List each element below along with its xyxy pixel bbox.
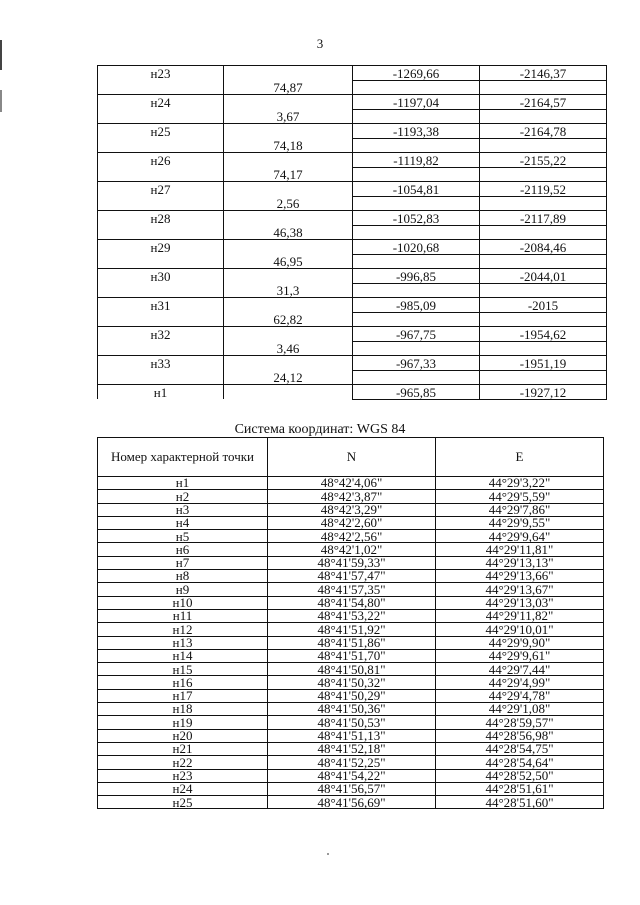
latitude-cell: 48°42'1,02": [268, 543, 436, 556]
distance-cell: 3,67: [224, 109, 353, 124]
y-cell: -2155,22: [480, 153, 607, 168]
table-row: [98, 385, 607, 400]
table-row: [98, 742, 604, 755]
wgs84-coordinates-table: [97, 437, 604, 809]
x-cell: -1193,38: [353, 124, 480, 139]
distance-cell: [224, 385, 353, 400]
point-cell: [98, 138, 224, 153]
y-cell: -1927,12: [480, 385, 607, 400]
point-cell: н17: [98, 689, 268, 702]
latitude-cell: 48°41'51,86": [268, 636, 436, 649]
longitude-cell: 44°28'52,50": [436, 769, 604, 782]
coordinate-system-caption: Система координат: WGS 84: [234, 422, 406, 437]
table-row: [98, 254, 607, 269]
y-cell: [480, 283, 607, 298]
x-cell: -967,75: [353, 327, 480, 342]
x-cell: -985,09: [353, 298, 480, 313]
longitude-cell: 44°29'13,66": [436, 570, 604, 583]
point-cell: [98, 254, 224, 269]
distance-cell: 2,56: [224, 196, 353, 211]
point-cell: н6: [98, 543, 268, 556]
point-cell: н15: [98, 663, 268, 676]
point-cell: н2: [98, 490, 268, 503]
table-row: [98, 796, 604, 809]
table-header-row: [98, 438, 604, 477]
y-cell: -2164,78: [480, 124, 607, 139]
y-cell: -2117,89: [480, 211, 607, 226]
longitude-cell: 44°28'59,57": [436, 716, 604, 729]
table-row: [98, 138, 607, 153]
latitude-cell: 48°41'54,22": [268, 769, 436, 782]
distance-cell: 46,95: [224, 254, 353, 269]
point-cell: н3: [98, 503, 268, 516]
longitude-cell: 44°29'13,67": [436, 583, 604, 596]
point-cell: н11: [98, 609, 268, 622]
longitude-cell: 44°29'11,81": [436, 543, 604, 556]
longitude-cell: 44°29'4,99": [436, 676, 604, 689]
point-cell: н8: [98, 570, 268, 583]
x-cell: -1020,68: [353, 240, 480, 255]
point-cell: н25: [98, 796, 268, 809]
distance-cell: [224, 298, 353, 313]
longitude-cell: 44°28'56,98": [436, 729, 604, 742]
point-cell: н23: [98, 769, 268, 782]
x-cell: -1197,04: [353, 95, 480, 110]
point-cell: н9: [98, 583, 268, 596]
longitude-cell: 44°29'1,08": [436, 703, 604, 716]
point-cell: н19: [98, 716, 268, 729]
y-cell: [480, 109, 607, 124]
point-cell: [98, 167, 224, 182]
x-cell: -1054,81: [353, 182, 480, 197]
distance-cell: 24,12: [224, 370, 353, 385]
distance-cell: 74,17: [224, 167, 353, 182]
longitude-cell: 44°29'13,03": [436, 596, 604, 609]
distance-cell: [224, 356, 353, 371]
latitude-cell: 48°41'53,22": [268, 609, 436, 622]
point-cell: н1: [98, 477, 268, 490]
table-row: [98, 80, 607, 95]
table-row: [98, 570, 604, 583]
latitude-cell: 48°41'59,33": [268, 556, 436, 569]
longitude-cell: 44°29'10,01": [436, 623, 604, 636]
table-row: [98, 516, 604, 529]
x-cell: [353, 138, 480, 153]
point-cell: н21: [98, 742, 268, 755]
table-row: [98, 283, 607, 298]
point-cell: н22: [98, 756, 268, 769]
y-cell: -2146,37: [480, 66, 607, 81]
latitude-cell: 48°41'50,81": [268, 663, 436, 676]
longitude-cell: 44°29'11,82": [436, 609, 604, 622]
latitude-cell: 48°41'52,25": [268, 756, 436, 769]
point-cell: н20: [98, 729, 268, 742]
scan-speck: [327, 853, 329, 855]
distance-cell: [224, 240, 353, 255]
y-cell: -2119,52: [480, 182, 607, 197]
x-cell: -1269,66: [353, 66, 480, 81]
latitude-cell: 48°41'51,13": [268, 729, 436, 742]
point-cell: н18: [98, 703, 268, 716]
table-row: [98, 167, 607, 182]
point-cell: [98, 196, 224, 211]
longitude-cell: 44°29'7,44": [436, 663, 604, 676]
local-coordinates-table: [97, 65, 607, 400]
x-cell: [353, 254, 480, 269]
latitude-cell: 48°42'3,87": [268, 490, 436, 503]
longitude-cell: 44°29'3,22": [436, 477, 604, 490]
longitude-cell: 44°29'9,55": [436, 516, 604, 529]
longitude-cell: 44°29'9,61": [436, 649, 604, 662]
y-cell: [480, 341, 607, 356]
point-cell: н32: [98, 327, 224, 342]
x-cell: -1052,83: [353, 211, 480, 226]
table-row: [98, 663, 604, 676]
point-cell: н26: [98, 153, 224, 168]
table-row: [98, 312, 607, 327]
point-cell: н29: [98, 240, 224, 255]
y-cell: -1954,62: [480, 327, 607, 342]
point-cell: [98, 370, 224, 385]
longitude-cell: 44°29'4,78": [436, 689, 604, 702]
x-cell: -996,85: [353, 269, 480, 284]
table-row: [98, 609, 604, 622]
x-cell: [353, 283, 480, 298]
point-cell: н12: [98, 623, 268, 636]
table-row: [98, 370, 607, 385]
y-cell: [480, 370, 607, 385]
table-row: [98, 66, 607, 81]
table-row: [98, 703, 604, 716]
latitude-cell: 48°41'52,18": [268, 742, 436, 755]
longitude-cell: 44°28'51,61": [436, 782, 604, 795]
x-cell: [353, 167, 480, 182]
table-row: [98, 182, 607, 197]
point-cell: н30: [98, 269, 224, 284]
longitude-cell: 44°28'51,60": [436, 796, 604, 809]
latitude-cell: 48°41'50,32": [268, 676, 436, 689]
point-cell: н23: [98, 66, 224, 81]
latitude-cell: 48°41'50,53": [268, 716, 436, 729]
point-cell: [98, 312, 224, 327]
point-cell: н10: [98, 596, 268, 609]
table-row: [98, 298, 607, 313]
x-cell: -965,85: [353, 385, 480, 400]
longitude-cell: 44°29'7,86": [436, 503, 604, 516]
table-row: [98, 225, 607, 240]
table-row: [98, 124, 607, 139]
table-row: [98, 530, 604, 543]
latitude-cell: 48°42'2,60": [268, 516, 436, 529]
y-cell: [480, 138, 607, 153]
longitude-cell: 44°28'54,75": [436, 742, 604, 755]
x-cell: [353, 370, 480, 385]
distance-cell: [224, 124, 353, 139]
point-cell: н13: [98, 636, 268, 649]
y-cell: -2015: [480, 298, 607, 313]
table-row: [98, 211, 607, 226]
longitude-cell: 44°29'5,59": [436, 490, 604, 503]
table-row: [98, 649, 604, 662]
x-cell: [353, 341, 480, 356]
distance-cell: 62,82: [224, 312, 353, 327]
point-cell: н28: [98, 211, 224, 226]
x-cell: -1119,82: [353, 153, 480, 168]
table-row: [98, 109, 607, 124]
latitude-cell: 48°41'51,70": [268, 649, 436, 662]
distance-cell: [224, 327, 353, 342]
longitude-cell: 44°29'9,64": [436, 530, 604, 543]
point-cell: н25: [98, 124, 224, 139]
point-cell: [98, 225, 224, 240]
point-cell: н16: [98, 676, 268, 689]
header-latitude: N: [268, 438, 436, 477]
header-point-number: Номер характерной точки: [98, 438, 268, 477]
x-cell: [353, 312, 480, 327]
y-cell: [480, 80, 607, 95]
point-cell: [98, 283, 224, 298]
distance-cell: 3,46: [224, 341, 353, 356]
longitude-cell: 44°28'54,64": [436, 756, 604, 769]
table-row: [98, 240, 607, 255]
longitude-cell: 44°29'13,13": [436, 556, 604, 569]
x-cell: [353, 109, 480, 124]
table-row: [98, 477, 604, 490]
y-cell: [480, 254, 607, 269]
table-row: [98, 327, 607, 342]
y-cell: -2164,57: [480, 95, 607, 110]
latitude-cell: 48°41'54,80": [268, 596, 436, 609]
latitude-cell: 48°41'51,92": [268, 623, 436, 636]
x-cell: [353, 225, 480, 240]
distance-cell: [224, 66, 353, 81]
y-cell: -1951,19: [480, 356, 607, 371]
point-cell: н24: [98, 782, 268, 795]
header-longitude: E: [436, 438, 604, 477]
distance-cell: [224, 153, 353, 168]
page-number: 3: [316, 36, 324, 51]
distance-cell: [224, 95, 353, 110]
y-cell: -2084,46: [480, 240, 607, 255]
x-cell: -967,33: [353, 356, 480, 371]
longitude-cell: 44°29'9,90": [436, 636, 604, 649]
point-cell: [98, 80, 224, 95]
latitude-cell: 48°42'4,06": [268, 477, 436, 490]
latitude-cell: 48°41'50,29": [268, 689, 436, 702]
distance-cell: [224, 211, 353, 226]
y-cell: [480, 196, 607, 211]
table-row: [98, 196, 607, 211]
distance-cell: [224, 182, 353, 197]
distance-cell: 46,38: [224, 225, 353, 240]
point-cell: [98, 341, 224, 356]
table-row: [98, 153, 607, 168]
latitude-cell: 48°41'50,36": [268, 703, 436, 716]
latitude-cell: 48°41'57,47": [268, 570, 436, 583]
point-cell: н7: [98, 556, 268, 569]
latitude-cell: 48°41'56,57": [268, 782, 436, 795]
point-cell: н1: [98, 385, 224, 400]
y-cell: [480, 167, 607, 182]
point-cell: н14: [98, 649, 268, 662]
point-cell: н5: [98, 530, 268, 543]
latitude-cell: 48°41'56,69": [268, 796, 436, 809]
x-cell: [353, 196, 480, 211]
table-row: [98, 782, 604, 795]
latitude-cell: 48°42'3,29": [268, 503, 436, 516]
point-cell: н33: [98, 356, 224, 371]
latitude-cell: 48°42'2,56": [268, 530, 436, 543]
table-row: [98, 356, 607, 371]
distance-cell: [224, 269, 353, 284]
distance-cell: 74,18: [224, 138, 353, 153]
point-cell: н31: [98, 298, 224, 313]
point-cell: н24: [98, 95, 224, 110]
point-cell: н4: [98, 516, 268, 529]
y-cell: [480, 312, 607, 327]
table-row: [98, 341, 607, 356]
table-row: [98, 95, 607, 110]
point-cell: [98, 109, 224, 124]
y-cell: [480, 225, 607, 240]
y-cell: -2044,01: [480, 269, 607, 284]
distance-cell: 31,3: [224, 283, 353, 298]
point-cell: н27: [98, 182, 224, 197]
distance-cell: 74,87: [224, 80, 353, 95]
latitude-cell: 48°41'57,35": [268, 583, 436, 596]
page-edge-mark: [0, 90, 2, 112]
x-cell: [353, 80, 480, 95]
table-row: [98, 269, 607, 284]
